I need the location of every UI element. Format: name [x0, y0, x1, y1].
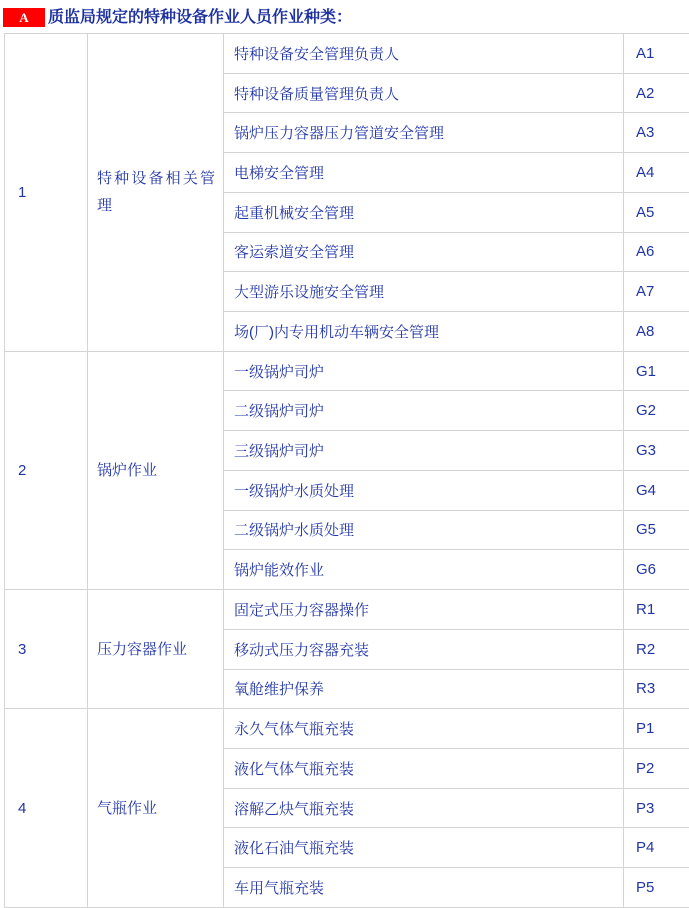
item-code: R2 [624, 629, 689, 669]
table-row [5, 351, 689, 391]
item-code: P2 [624, 748, 689, 788]
item-code: P3 [624, 788, 689, 828]
item-name: 氧舱维护保养 [224, 669, 624, 709]
item-code: G2 [624, 391, 689, 431]
section-a-badge: A [3, 8, 45, 27]
item-code: G3 [624, 431, 689, 471]
item-name: 液化石油气瓶充装 [224, 828, 624, 868]
item-name: 场(厂)内专用机动车辆安全管理 [224, 312, 624, 352]
group-number: 1 [5, 34, 88, 352]
job-categories-table [4, 33, 689, 908]
item-code: A2 [624, 73, 689, 113]
table-row [5, 709, 689, 749]
item-name: 特种设备质量管理负责人 [224, 73, 624, 113]
item-name: 车用气瓶充装 [224, 868, 624, 908]
item-code: A7 [624, 272, 689, 312]
item-code: G4 [624, 470, 689, 510]
page-title [0, 0, 689, 27]
item-code: A6 [624, 232, 689, 272]
group-category: 特种设备相关管理 [88, 34, 224, 352]
item-name: 锅炉能效作业 [224, 550, 624, 590]
group-category: 气瓶作业 [88, 709, 224, 908]
item-code: A3 [624, 113, 689, 153]
item-name: 客运索道安全管理 [224, 232, 624, 272]
item-name: 二级锅炉水质处理 [224, 510, 624, 550]
item-code: A1 [624, 34, 689, 74]
item-name: 电梯安全管理 [224, 153, 624, 193]
item-name: 锅炉压力容器压力管道安全管理 [224, 113, 624, 153]
item-code: P5 [624, 868, 689, 908]
item-name: 一级锅炉水质处理 [224, 470, 624, 510]
group-category: 锅炉作业 [88, 351, 224, 589]
item-name: 二级锅炉司炉 [224, 391, 624, 431]
item-code: G5 [624, 510, 689, 550]
page-title-text: 质监局规定的特种设备作业人员作业种类： [48, 9, 352, 26]
group-number: 2 [5, 351, 88, 589]
item-name: 一级锅炉司炉 [224, 351, 624, 391]
item-code: A8 [624, 312, 689, 352]
item-name: 固定式压力容器操作 [224, 590, 624, 630]
item-name: 永久气体气瓶充装 [224, 709, 624, 749]
item-name: 三级锅炉司炉 [224, 431, 624, 471]
item-name: 液化气体气瓶充装 [224, 748, 624, 788]
item-name: 起重机械安全管理 [224, 192, 624, 232]
group-category: 压力容器作业 [88, 590, 224, 709]
item-code: G6 [624, 550, 689, 590]
group-number: 3 [5, 590, 88, 709]
group-number: 4 [5, 709, 88, 908]
item-code: P4 [624, 828, 689, 868]
table-row [5, 590, 689, 630]
table-row [5, 34, 689, 74]
item-name: 大型游乐设施安全管理 [224, 272, 624, 312]
item-name: 特种设备安全管理负责人 [224, 34, 624, 74]
item-code: G1 [624, 351, 689, 391]
item-code: A5 [624, 192, 689, 232]
item-name: 溶解乙炔气瓶充装 [224, 788, 624, 828]
item-code: A4 [624, 153, 689, 193]
item-name: 移动式压力容器充装 [224, 629, 624, 669]
item-code: R1 [624, 590, 689, 630]
item-code: P1 [624, 709, 689, 749]
item-code: R3 [624, 669, 689, 709]
